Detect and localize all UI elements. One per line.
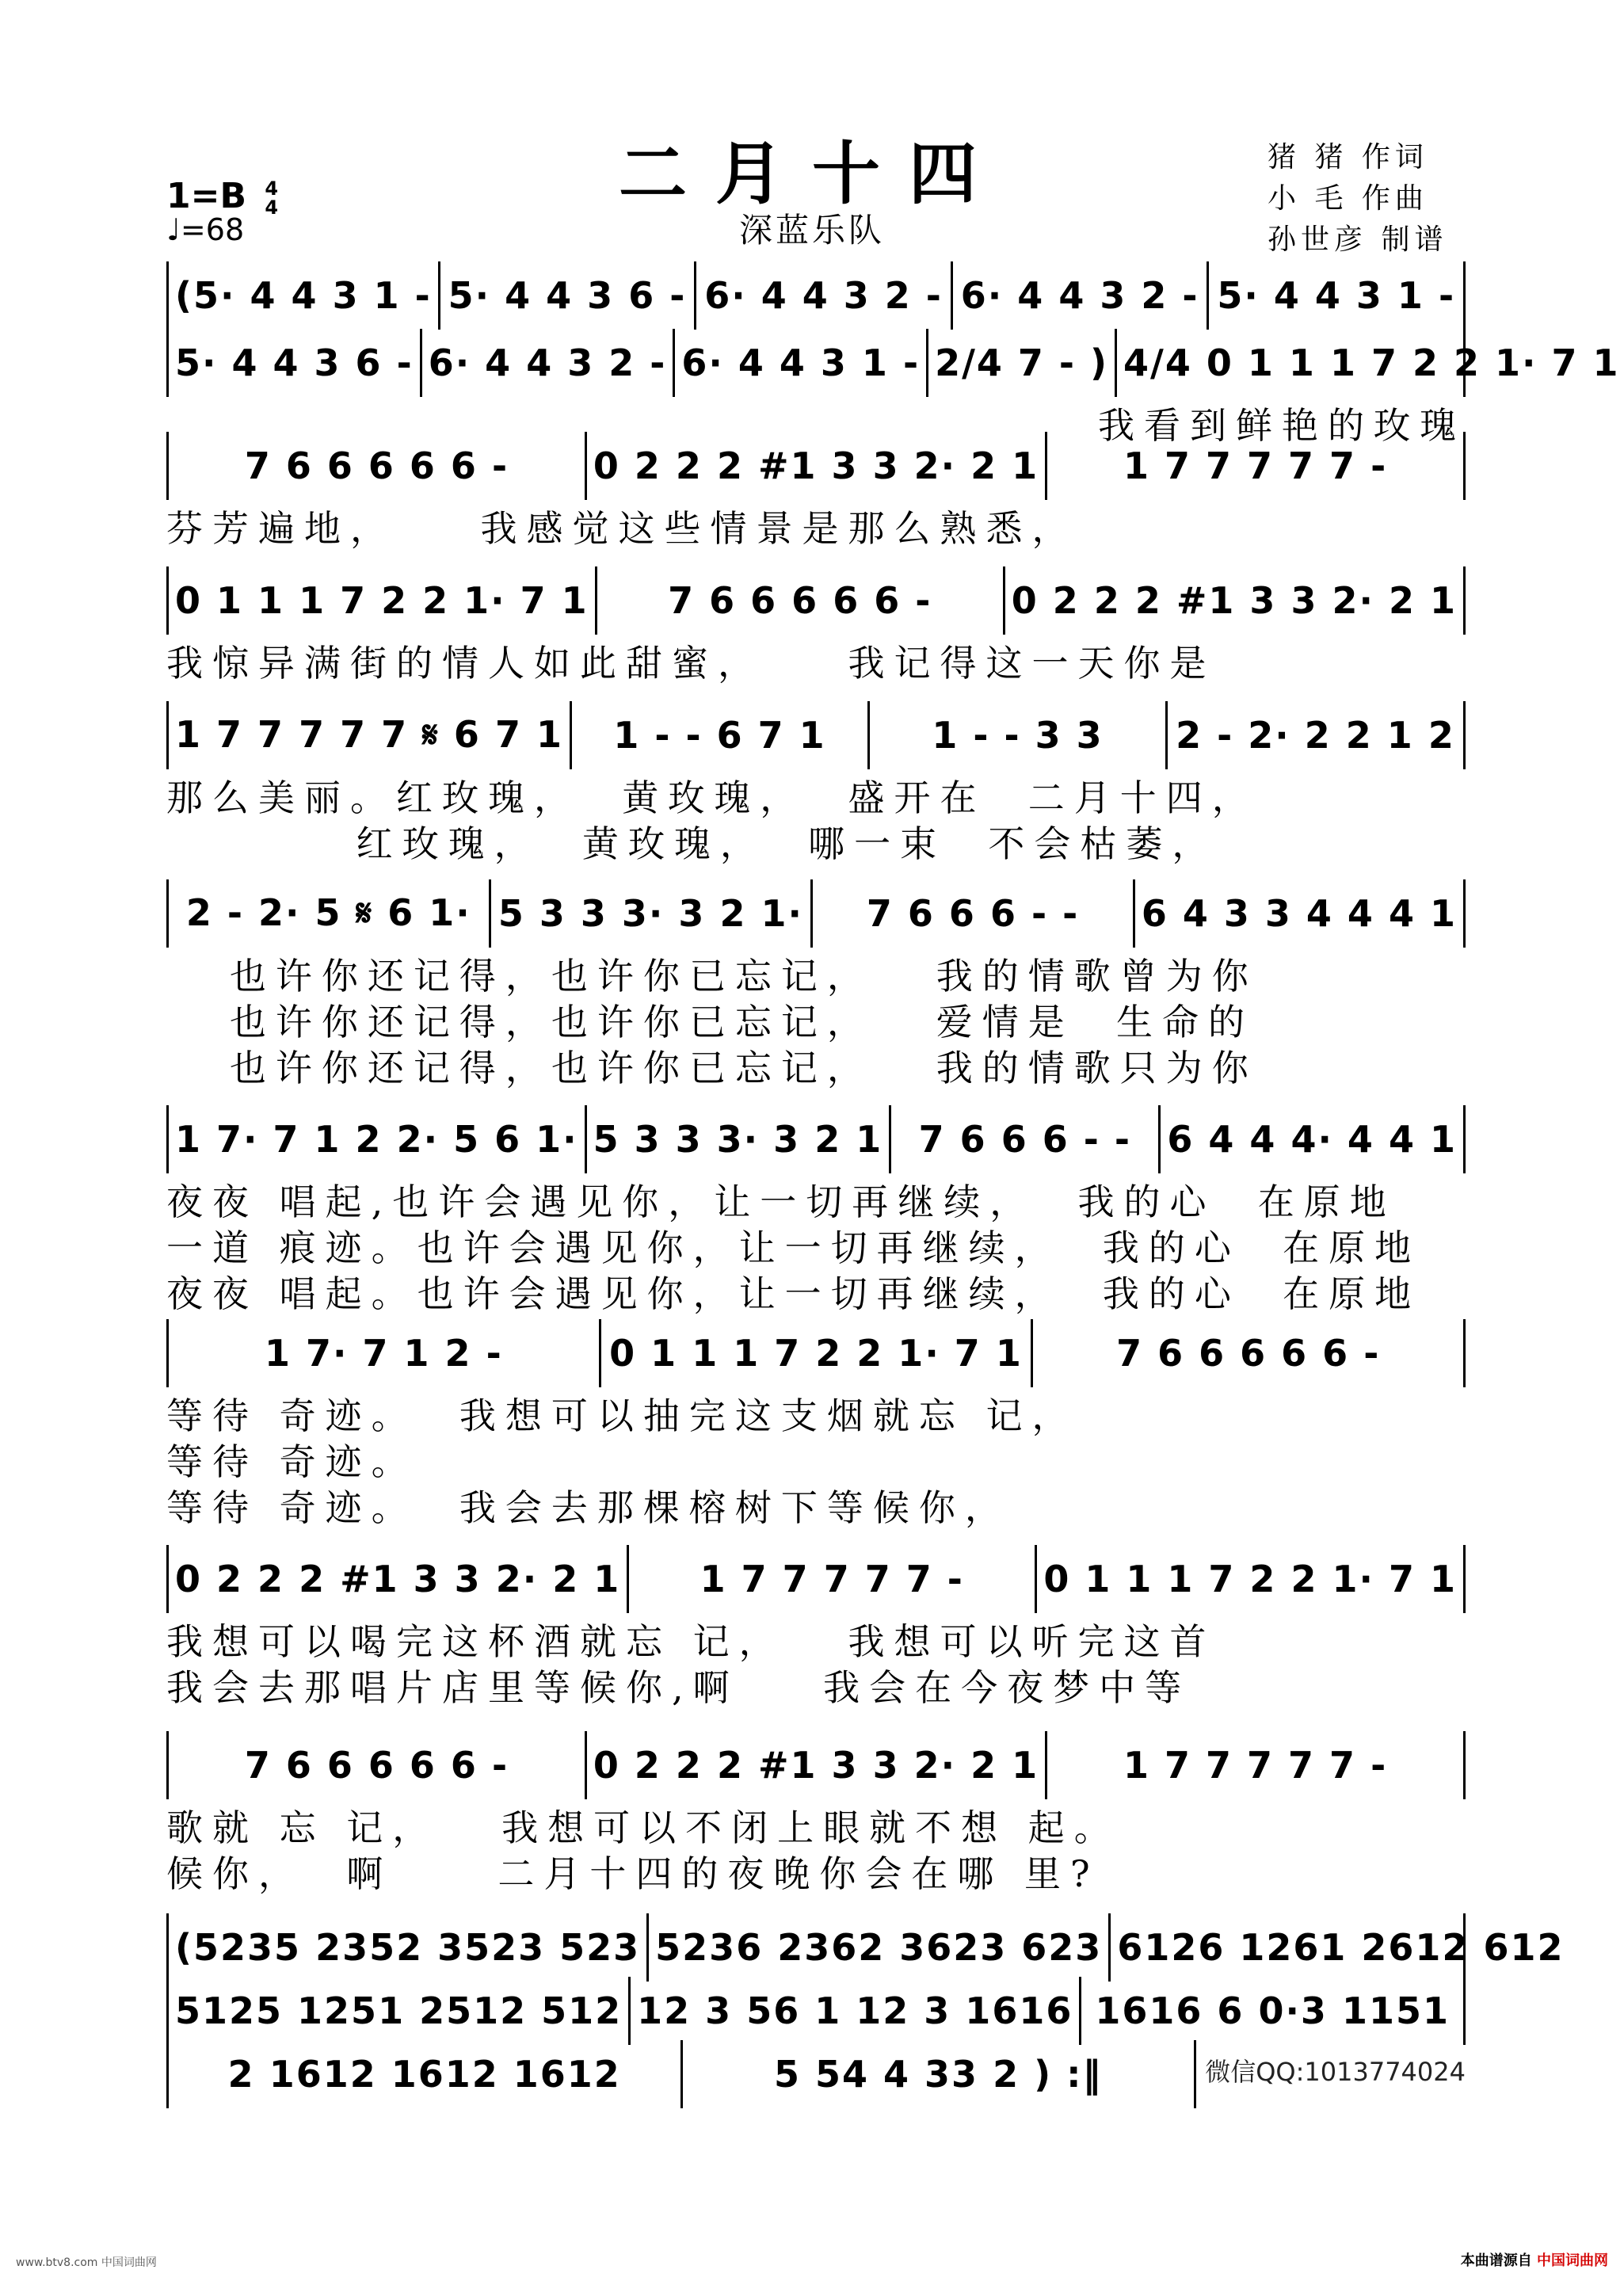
staff-line <box>166 1105 1466 1173</box>
measure: 7 6 6 6 - - <box>891 1105 1161 1173</box>
staff-line <box>166 1545 1466 1613</box>
measure: 0 2 2 2 #1 3 3 2· 2 1 <box>587 432 1047 500</box>
staff-line <box>166 701 1466 769</box>
score-system <box>166 566 1466 685</box>
staff-line <box>166 261 1466 330</box>
score-system <box>166 1545 1466 1709</box>
lyric-line: 等待 奇迹。 <box>166 1440 417 1483</box>
score-system <box>166 1977 1466 2045</box>
measure: 1 7 7 7 7 7 𝄋 6 7 1 <box>169 701 572 769</box>
band-name: 深蓝乐队 <box>738 211 885 250</box>
lyric-line: 红玫瑰， 黄玫瑰， 哪一束 不会枯萎， <box>166 822 1218 865</box>
measure: 1 7 7 7 7 7 - <box>1123 1744 1388 1787</box>
lyric-line: 等待 奇迹。 我想可以抽完这支烟就忘 记， <box>166 1394 1078 1437</box>
composer-credit: 小 毛 作曲 <box>1268 182 1428 215</box>
measure: 5· 4 4 3 6 - <box>440 261 697 330</box>
footer-source-text: 本曲谱源自 <box>1460 2252 1532 2269</box>
staff-line <box>166 329 1620 397</box>
measure: 5 54 4 33 2 ) :‖ <box>773 2053 1103 2096</box>
measure: 1 7 7 7 7 7 - <box>1123 444 1388 487</box>
measure: 1 - - 6 7 1 <box>572 701 870 769</box>
measure: 2 1612 1612 1612 <box>169 2040 683 2108</box>
lyric-line: 夜夜 唱起。也许会遇见你，让一切再继续， 我的心 在原地 <box>166 1272 1421 1315</box>
measure: 6· 4 4 3 2 - <box>422 329 676 397</box>
score-system <box>166 1319 1466 1529</box>
footer-source <box>1461 2249 1608 2270</box>
time-signature <box>265 179 278 217</box>
staff-line <box>166 1319 1466 1387</box>
score-system <box>166 329 1620 447</box>
staff-line <box>166 2040 1196 2108</box>
lyric-line: 等待 奇迹。 我会去那棵榕树下等候你， <box>166 1486 1011 1529</box>
lyric-line: 歌就 忘 记， 我想可以不闭上眼就不想 起。 <box>166 1806 1120 1849</box>
staff-line <box>166 566 1466 635</box>
score-system <box>166 701 1466 865</box>
measure: 5125 1251 2512 512 <box>169 1977 631 2045</box>
lyric-line: 一道 痕迹。也许会遇见你，让一切再继续， 我的心 在原地 <box>166 1226 1421 1269</box>
measure: 0 1 1 1 7 2 2 1· 7 1 <box>601 1319 1034 1387</box>
staff-line <box>166 432 1466 500</box>
lyric-line: 我看到鲜艳的玫瑰 <box>1098 404 1466 447</box>
score-system <box>166 1913 1565 1982</box>
measure: 5236 2362 3623 623 <box>649 1913 1111 1982</box>
measure: 5 3 3 3· 3 2 1· <box>491 879 814 948</box>
staff-line <box>166 1913 1565 1982</box>
measure: 6· 4 4 3 2 - <box>696 261 953 330</box>
measure: 6· 4 4 3 2 - <box>953 261 1210 330</box>
measure: 5· 4 4 3 6 - <box>169 329 422 397</box>
score-system <box>166 2040 1196 2108</box>
measure: 1 7· 7 1 2 - <box>169 1319 601 1387</box>
footer-brand: 中国词曲网 <box>1537 2252 1608 2269</box>
staff-line <box>166 879 1466 948</box>
measure: 6126 1261 2612 612 <box>1117 1926 1565 1969</box>
lyric-line: 那么美丽。红玫瑰， 黄玫瑰， 盛开在 二月十四， <box>166 776 1258 819</box>
measure: 4/4 0 1 1 1 7 2 2 1· 7 1 <box>1123 341 1620 384</box>
measure: 1 7 7 7 7 7 - <box>629 1545 1037 1613</box>
measure: 7 6 6 6 6 6 - <box>169 1731 587 1799</box>
footer-site: www.btv8.com 中国词曲网 <box>16 2256 157 2269</box>
score-system <box>166 879 1466 1089</box>
arranger-credit: 孙世彦 制谱 <box>1268 223 1448 256</box>
time-bottom: 4 <box>265 196 279 219</box>
key-signature <box>166 176 278 217</box>
measure: 7 6 6 6 6 6 - <box>169 432 587 500</box>
score-system <box>166 1105 1466 1315</box>
staff-line <box>166 1977 1466 2045</box>
measure: 0 2 2 2 #1 3 3 2· 2 1 <box>587 1731 1047 1799</box>
measure: 0 1 1 1 7 2 2 1· 7 1 <box>169 566 597 635</box>
lyric-line: 候你， 啊 二月十四的夜晚你会在哪 里? <box>166 1852 1100 1895</box>
measure: 2 - 2· 5 𝄋 6 1· <box>169 879 491 948</box>
lyric-line: 也许你还记得，也许你已忘记， 我的情歌曾为你 <box>166 955 1258 997</box>
measure: 0 2 2 2 #1 3 3 2· 2 1 <box>169 1545 629 1613</box>
time-top: 4 <box>265 177 279 200</box>
tempo-marking: ♩=68 <box>166 212 245 247</box>
measure: 6· 4 4 3 1 - <box>675 329 928 397</box>
wechat-contact: 微信QQ:1013774024 <box>1205 2057 1466 2087</box>
song-title: 二月十四 <box>619 134 1005 214</box>
measure: (5235 2352 3523 523 <box>169 1913 649 1982</box>
lyric-line: 也许你还记得，也许你已忘记， 我的情歌只为你 <box>166 1047 1258 1089</box>
measure: 5· 4 4 3 1 - <box>1217 274 1456 317</box>
score-system <box>166 261 1466 330</box>
measure: 5 3 3 3· 3 2 1 <box>587 1105 892 1173</box>
lyric-line: 也许你还记得，也许你已忘记， 爱情是 生命的 <box>166 1001 1254 1043</box>
measure: 7 6 6 6 6 6 - <box>1116 1332 1381 1375</box>
lyric-line: 我惊异满街的情人如此甜蜜， 我记得这一天你是 <box>166 642 1216 685</box>
lyric-line: 我会去那唱片店里等候你,啊 我会在今夜梦中等 <box>166 1666 1191 1709</box>
score-system <box>166 1731 1466 1895</box>
measure: (5· 4 4 3 1 - <box>169 261 440 330</box>
measure: 1616 6 0·3 1151 <box>1095 1989 1450 2032</box>
measure: 7 6 6 6 - - <box>813 879 1135 948</box>
lyric-line: 夜夜 唱起,也许会遇见你，让一切再继续， 我的心 在原地 <box>166 1181 1396 1223</box>
measure: 12 3 56 1 12 3 1616 <box>631 1977 1081 2045</box>
measure: 7 6 6 6 6 6 - <box>597 566 1005 635</box>
measure: 6 4 3 3 4 4 4 1 <box>1141 892 1457 935</box>
lyricist-credit: 猪 猪 作词 <box>1268 141 1428 174</box>
measure: 0 2 2 2 #1 3 3 2· 2 1 <box>1011 579 1457 622</box>
score-system <box>166 432 1466 550</box>
lyric-line: 芬芳遍地， 我感觉这些情景是那么熟悉， <box>166 507 1078 550</box>
key-label: 1=B <box>166 176 247 216</box>
measure: 2/4 7 - ) <box>928 329 1117 397</box>
measure: 1 7· 7 1 2 2· 5 6 1· <box>169 1105 587 1173</box>
measure: 0 1 1 1 7 2 2 1· 7 1 <box>1043 1558 1457 1600</box>
measure: 2 - 2· 2 2 1 2 <box>1176 714 1455 757</box>
measure: 1 - - 3 3 <box>870 701 1168 769</box>
measure: 6 4 4 4· 4 4 1 <box>1167 1118 1457 1161</box>
left-watermark-strip <box>0 0 16 2281</box>
lyric-line: 我想可以喝完这杯酒就忘 记， 我想可以听完这首 <box>166 1620 1216 1663</box>
staff-line <box>166 1731 1466 1799</box>
